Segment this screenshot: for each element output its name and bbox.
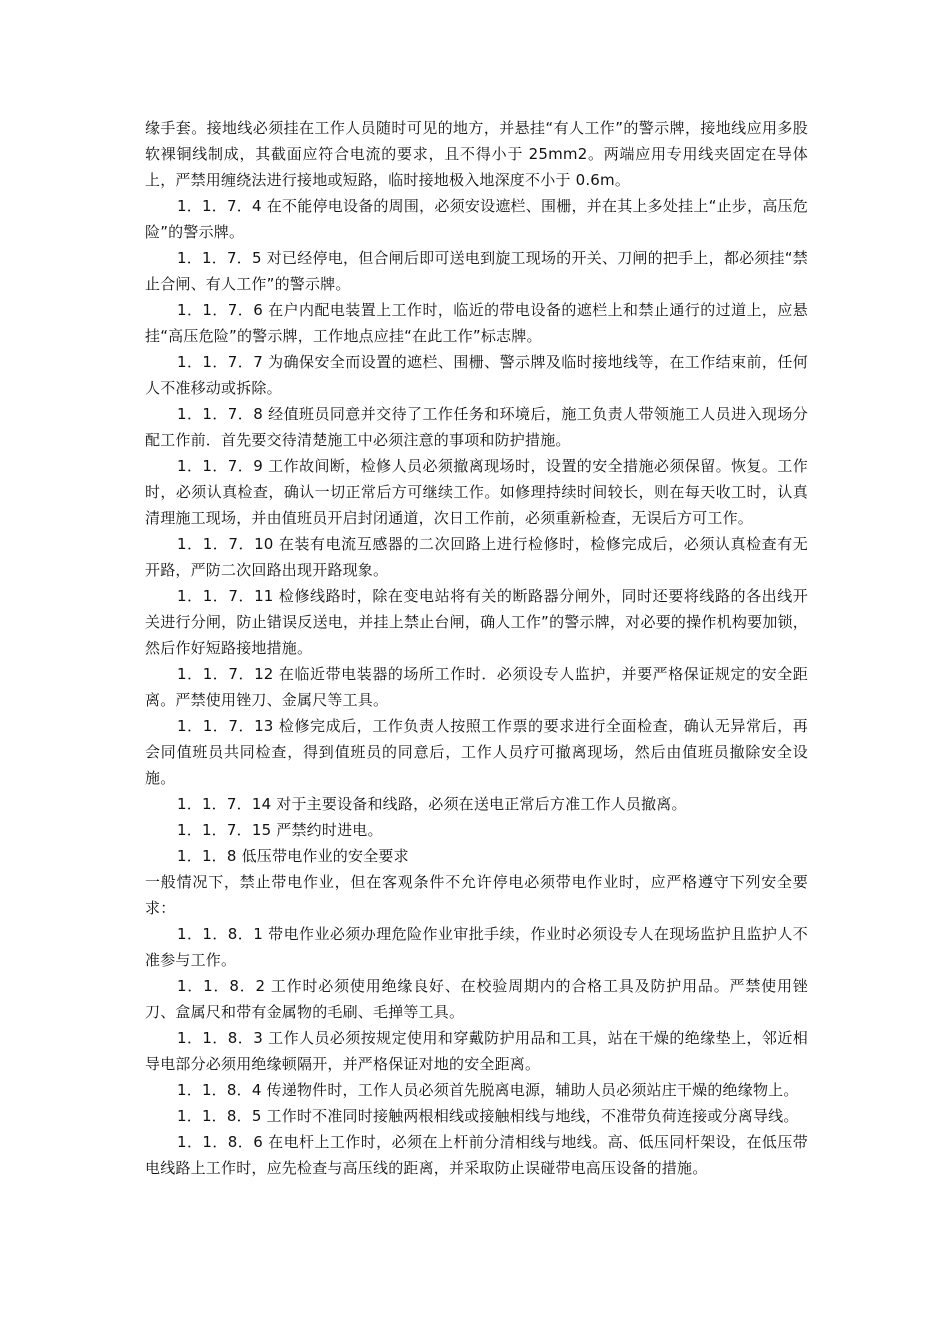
paragraph: 1．1．8．2 工作时必须使用绝缘良好、在校验周期内的合格工具及防护用品。严禁使用锉刀、盒属尺和带有金属物的毛刷、毛掸等工具。 <box>145 977 808 1021</box>
paragraph: 1．1．7．11 检修线路时，除在变电站将有关的断路器分闸外，同时还要将线路的各出线开关进行分闸，防止错误反送电，并挂上禁止台闸，确人工作”的警示牌，对必要的操作机构要加锁，然后作好短路接地措施。 <box>145 587 808 657</box>
paragraph: 1．1．8 低压带电作业的安全要求 <box>177 847 409 865</box>
paragraph: 缘手套。接地线必须挂在工作人员随时可见的地方，并悬挂“有人工作”的警示牌，接地线应用多股软裸铜线制成，其截面应符合电流的要求，且不得小于 25mm2。两端应用专用线夹固定在导体上，严禁用缠绕法进行接地或短路，临时接地极入地深度不小于 0.6m。 <box>145 119 808 189</box>
paragraph: 1．1．7．13 检修完成后，工作负责人按照工作票的要求进行全面检查，确认无异常后，再会同值班员共同检查，得到值班员的同意后，工作人员疗可撤离现场，然后由值班员撤除安全设施。 <box>145 717 808 787</box>
document-page <box>145 115 808 1181</box>
paragraph: 1．1．7．5 对已经停电，但合闸后即可送电到旋工现场的开关、刀闸的把手上，都必须挂“禁止合闸、有人工作”的警示牌。 <box>145 249 808 293</box>
paragraph: 1．1．7．6 在户内配电装置上工作时，临近的带电设备的遮栏上和禁止通行的过道上，应悬挂“高压危险”的警示牌，工作地点应挂“在此工作”标志牌。 <box>145 301 808 345</box>
paragraph: 1．1．7．10 在装有电流互感器的二次回路上进行检修时，检修完成后，必须认真检查有无开路，严防二次回路出现开路现象。 <box>145 535 808 579</box>
paragraph: 1．1．7．12 在临近带电装器的场所工作时．必须设专人监护，并要严格保证规定的安全距离。严禁使用锉刀、金属尺等工具。 <box>145 665 808 709</box>
paragraph: 1．1．8．3 工作人员必须按规定使用和穿戴防护用品和工具，站在干燥的绝缘垫上，邻近相导电部分必须用绝缘顿隔开，并严格保证对地的安全距离。 <box>145 1029 808 1073</box>
paragraph: 1．1．8．6 在电杆上工作时，必须在上杆前分清相线与地线。高、低压同杆架设，在低压带电线路上工作时，应先检查与高压线的距离，并采取防止误碰带电高压设备的措施。 <box>145 1133 808 1177</box>
paragraph: 1．1．8．5 工作时不准同时接触两根相线或接触相线与地线，不准带负荷连接或分离导线。 <box>177 1107 799 1125</box>
paragraph: 一般情况下，禁止带电作业，但在客观条件不允许停电必须带电作业时，应严格遵守下列安全要求： <box>145 873 808 917</box>
paragraph: 1．1．7．4 在不能停电设备的周围，必须安设遮栏、围栅，并在其上多处挂上“止步，高压危险”的警示牌。 <box>145 197 808 241</box>
paragraph: 1．1．7．8 经值班员同意并交待了工作任务和环境后，施工负责人带领施工人员进入现场分配工作前．首先要交待清楚施工中必须注意的事项和防护措施。 <box>145 405 808 449</box>
paragraph: 1．1．7．9 工作故间断，检修人员必须撤离现场时，设置的安全措施必须保留。恢复。工作时，必须认真检查，确认一切正常后方可继续工作。如修理持续时间较长，则在每天收工时，认真清理施工现场，并由值班员开启封闭通道，次日工作前，必须重新检查，无误后方可工作。 <box>145 457 808 527</box>
paragraph: 1．1．7．14 对于主要设备和线路，必须在送电正常后方准工作人员撤离。 <box>177 795 687 813</box>
paragraph: 1．1．7．15 严禁约时进电。 <box>177 821 383 839</box>
paragraph: 1．1．8．4 传递物件时，工作人员必须首先脱离电源，辅助人员必须站庄干燥的绝缘物上。 <box>177 1081 799 1099</box>
paragraph: 1．1．8．1 带电作业必须办理危险作业审批手续，作业时必须设专人在现场监护且监护人不准参与工作。 <box>145 925 808 969</box>
paragraph: 1．1．7．7 为确保安全而设置的遮栏、围栅、警示牌及临时接地线等，在工作结束前，任何人不准移动或拆除。 <box>145 353 808 397</box>
